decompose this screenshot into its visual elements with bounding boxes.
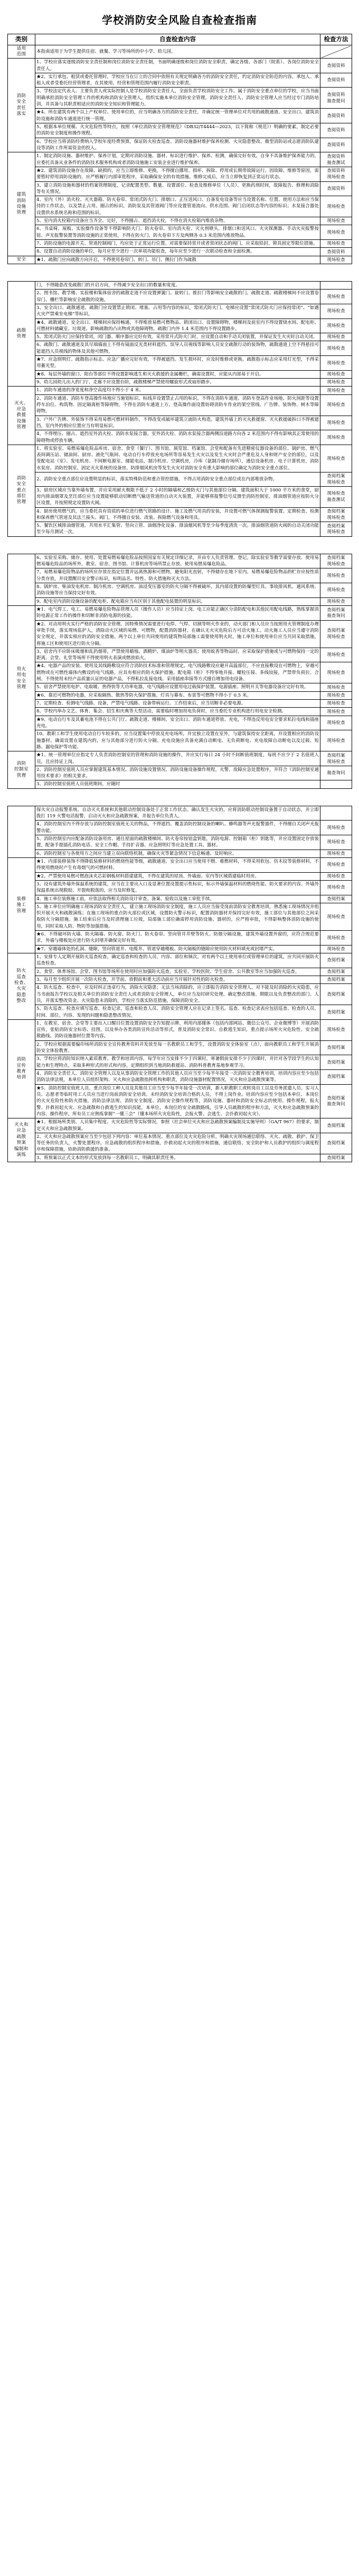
inspection-method-cell: 现场检查 (320, 387, 352, 394)
category-cell: 消防 宣传 教育 培训 (8, 1019, 35, 1118)
inspection-content-cell: 3、将预案以正式文本的形式发放到每一名教职员工，明确其职责任务。 (35, 1154, 320, 1162)
table-row (8, 1005, 352, 1020)
category-cell: 灭火和 应急 疏散 预案 编制和 演练 (8, 1118, 35, 1162)
inspection-content-cell: 4、消防控制室内不得存放与消防控制室值班无关的物品，不得遮挡、覆盖消防控制设备的喇叭、蜂鸣器等声光报警器件，不得擅自关闭声光报警功能。 (35, 821, 320, 835)
inspection-content-cell: 6、消防控制室与各使用方之间应当建立双向联络机制，确保火灾等紧急情况下信息畅通、及时响应。 (35, 850, 320, 857)
table-row (8, 597, 352, 605)
inspection-method-cell: 查阅档案 现场检查 (320, 507, 352, 522)
inspection-content-cell: 9、幼儿园幼儿出入的门厅、走廊不应设置台阶，疏散楼梯严禁使用螺旋形式或扇形踏步。 (35, 379, 320, 387)
inspection-content-cell: 1、安排专人定期开展防火巡查检查，确定巡查和检查的人员、内容、部位和频次。对有两个以上使用单位或管理单位的建筑，应共同开展防火巡查检查。 (35, 953, 320, 968)
inspection-content-cell: 7、消防设施的电源开关、管道控制阀门，均应处于正常运行位置。对需要保持常开或者常闭状态的阀门，应采取铅封、锁具固定等限位措施。 (35, 240, 320, 248)
table-row (8, 472, 352, 487)
inspection-method-cell: 查阅档案 (320, 1040, 352, 1055)
guide-tables-root (7, 34, 352, 1162)
table-row (8, 333, 352, 341)
inspection-content-cell: 3、设有建筑外墙外保温系统的建筑，应当在主要出入口及显著位置设置提示性标识，标示外墙保温材料的燃烧性能、防火要求的内容。外墙外保温系统出现脱胶、开裂和脱落的，应当及时修复。 (35, 880, 320, 895)
inspection-method-cell: 查阅资料 (320, 138, 352, 152)
table-row (8, 356, 352, 371)
inspection-content-cell: 2、学校应根据需要编印场所消防安全宣传教育资料并发放至每一名教职员工和学生，设置消防安全体验室（点），面向教职员工和学生开展消防安全体验教育。 (35, 1040, 320, 1055)
table-row (8, 620, 352, 648)
inspection-content-cell: 6、学校应当将消防经费纳入学校年度经费预算，保证防火检查巡查、消防设施器材维护保养检测、火灾隐患整改、微型消防站或志愿消防队建设等消防工作所需资金的投入。 (35, 138, 320, 152)
inspection-method-cell: 现场检查 (320, 225, 352, 240)
inspection-content-cell: 3、安全出口、疏散通道、疏散门应设置禁止锁闭、堵塞、占用等内容的标识，常闭式防火门、电梯应设置“常闭式防火门应保持常闭”、“如遇火灾严禁乘坐电梯”等标识。 (35, 304, 320, 319)
inspection-content-cell: ★1、统一管理单位应指定专人负责消防控制室的管理和消防设施的操作，并应实行每日 24 小时不间断值班制度，每班不应少于 2 名值班人员，且应持证上岗。 (35, 751, 320, 766)
table-row (8, 152, 352, 167)
table-row (8, 780, 352, 788)
inspection-content-cell: 6、书桌椅、展板、实验操作设备等不得影响防火门、防火卷帘、室内消火栓、灭火剂喷头、排烟口和送风口、火灾探测器、手动火灾报警按钮、声光报警装置等消防设施的正常使用，不得在防火门、防火卷帘下方及两侧各 0.3 米范围内堆放物品。 (35, 225, 320, 240)
inspection-content-cell: 3、厨房区域应当靠外墙布置，并应采用耐火极限不低于 2 小时的隔墙和乙级防火门与其他部位分隔。建筑面积大于 1000 平方米的食堂，厨房内排油烟罩及烹饪部位应当设置能够联动切断燃气输送管道的自动灭火装置，并能够将报警信号反馈至消防控制室。排油烟管道应按防火分区设置，并按照规定设置防火阀。 (35, 486, 320, 507)
table-row (8, 984, 352, 1005)
inspection-method-cell: 现场检查 (320, 708, 352, 716)
inspection-content-cell: 3、户外广告牌、外装饰不得采用易燃可燃材料制作，不得改变或破坏建筑立面防火构造。建筑外墙上的灭火救援窗、灭火救援破拆口不得被遮挡，室内外的相应位置应当有明显标识。 (35, 416, 320, 430)
inspection-method-cell: 查阅档案 现场检查 (320, 472, 352, 487)
inspection-content-cell: ★2、建筑消防设施存在故障、缺损的，应当立即维修、更换，不得擅自挪用、损坏、拆除、停用或长期带故障运行。因故障、维修等原因，需要暂时停用消防设施的，应严格履行内部审批程序，采取确保安全的有效措施。维修完成后，应当立即恢复到正常运行状态。 (35, 167, 320, 181)
table-row (8, 766, 352, 780)
page-title: 学校消防安全风险自查检查指南 (102, 14, 257, 26)
inspection-method-cell: 现场检查 (320, 700, 352, 708)
table-row (8, 716, 352, 730)
fire-safety-guide-table (7, 281, 352, 537)
inspection-content-cell: 5、根据本单位规模、火灾危险性等特点，按照《单位消防安全管理规范》（DB32/T4444—2023，以下简称《规范》）明确的要素，制定必要的消防安全制度和操作规程。 (35, 123, 320, 138)
inspection-method-cell: 查阅资料 现场检查 (320, 167, 352, 181)
inspection-content-cell: ★6、不得破坏防火墙、防火隔墙、防火窗、防火门、防火卷帘、竖向管井井壁等防火、防烟分隔设施，建筑外墙设置外窗的，应符合规范要求，外墙与楼板处应进行防火封堵并确保完好有效。 (35, 931, 320, 946)
inspection-method-cell: 现场检查 (320, 716, 352, 730)
inspection-method-cell: 现场检查 (320, 1019, 352, 1040)
inspection-content-cell: 8、设置自动消防设施的单位，每月应至少进行一次单项功能检查，每年应至少进行一次联动检查和全面检测。 (35, 248, 320, 256)
table-row (8, 857, 352, 872)
table-row (8, 138, 352, 152)
table-row (8, 370, 352, 378)
page-break-gap (7, 796, 352, 806)
table-row (8, 683, 352, 691)
table-row (8, 181, 352, 196)
table-row (8, 304, 352, 319)
inspection-content-cell: 2、消防车通道、消防车登高操作场地应当施划标识、标线并设置禁止占用的标识。不得在消防车通道、消防车登高作业场地、防火间距等设置停车泊位、构筑物、固定隔离桩等障碍物，不得在消防车通道上方、登高操作面设置妨碍消防车作业的架空管线、广告牌、装饰物、树木等障碍物。 (35, 394, 320, 416)
table-row (8, 700, 352, 708)
inspection-content-cell: ★1、电气焊工、电工、易燃易爆危险物品管理人员（操作人员）应当持证上岗。电工应能正确区分消防配电和其他民用配电线路，熟练掌握消防电源正常工作的操作和切断非消防电源的技能。 (35, 605, 320, 620)
inspection-method-cell: 现场检查 (320, 872, 352, 880)
inspection-content-cell: 2、图书馆、教学楼、实验楼和集体宿舍的疏散走道不应设置弹簧门、旋转门、推拉门等影响安全疏散的门。疏散走道、疏散楼梯间不应设置卷帘门、栅栏等影响安全疏散的设施。 (35, 290, 320, 304)
table-row (8, 708, 352, 716)
table-row (8, 968, 352, 976)
table-row (8, 341, 352, 356)
inspection-content-cell: ★9、电动自行车及其蓄电池不得在公共门厅、疏散走道、楼梯间、安全出口、消防车通道停放、充电，不得违反用电安全要求私拉电线和插座充电。 (35, 716, 320, 730)
table-row (8, 379, 352, 387)
inspection-content-cell: 8、学校内举办文艺、体育、集会、招生和庆典等大型活动，需要临时增加用电负荷时，应当委托专业机构进行用电安全检测。 (35, 708, 320, 716)
inspection-method-cell: 查阅资料 (320, 59, 352, 73)
table-row (8, 1118, 352, 1133)
inspection-method-cell: 查阅档案 (320, 1005, 352, 1020)
table-row (8, 196, 352, 217)
inspection-method-cell: 查阅档案 (320, 1133, 352, 1154)
inspection-content-cell: 7、易燃易爆危险物品的场所应存放在指定位置并远离热源和可燃物，避免阳光直射，不得储存在地下室内。易燃易爆危险物品的贮存应按性质分类存放，并设置醒目安全警示标识，标明品名、特性、防火措施和灭火方法。 (35, 568, 320, 583)
table-row (8, 248, 352, 256)
table-row (8, 691, 352, 699)
inspection-method-cell: 查阅档案 抽查询问 (320, 1084, 352, 1118)
category-cell: 灭火、 应急 救援 设施 管理 (8, 387, 35, 445)
table-row (8, 568, 352, 583)
document-page (0, 0, 359, 1162)
inspection-content-cell: 1、将实验室、易燃易爆危险品库房、宿舍、食堂（餐厅）、图书馆、展览馆、档案馆、会堂和配备有先进精密仪器设备的部位、锅炉房、燃气表间调压站、储油间、厨房、液化气瓶间、电动自行车停放充电场所等容易发生火灾以及发生火灾时会严重危及人身和财产安全的部位，以及变配电站（室）、发电机房、不间断电源室、储能电站，制冷机房、空调机房，冷库（氨制冷储存场所），通信设备机房、电子计算机房，消防水泵房、消防控制室、固定灭火系统的设备房、防排烟风机房等发生火灾对消防安全有重大影响的部位确定为消防安全重点部位。 (35, 445, 320, 472)
inspection-method-cell: 现场检查 (320, 290, 352, 304)
inspection-content-cell: 3、建立消防设施和器材的档案管理制度，记录配置类型、数量、设置部位、检查及维修单位（人员）、更换药剂时间，故障报告、修理和消除等有关情况。 (35, 181, 320, 196)
inspection-method-cell: 现场检查 抽查测试 (320, 486, 352, 507)
inspection-method-cell: 查阅资料 (320, 123, 352, 138)
inspection-content-cell: 5、室内消火栓箱内设备应当齐全、完好，不得圈占、遮挡消火栓，不得在消火栓箱内堆放杂物。 (35, 217, 320, 225)
inspection-method-cell: 现场检查 (320, 196, 352, 217)
category-cell (8, 806, 35, 857)
inspection-method-cell: 查阅档案 (320, 984, 352, 1005)
inspection-method-cell: 现场检查 (320, 445, 352, 472)
inspection-content-cell: 5、宿舍严禁使用电炉、电取暖、热得快等大功率电器，电气线路应设置用电过载保护装置。电源插座、照明开关等电器设备应完好有效。 (35, 683, 320, 691)
inspection-content-cell: ★4、疏散通道、安全出口、楼梯间应保持畅通，不得堆放易燃可燃物品、锁闭出口、设置障碍物，楼梯间及前室内不得设置烧水间、配电柜、可燃材料储藏室、垃圾道、影响疏散的凸出物或其他障碍物。疏散门内外 1.4 米范围内不得设置踏步。 (35, 319, 320, 333)
inspection-method-cell: 查阅资料 (320, 248, 352, 256)
table-header-row (8, 34, 352, 45)
category-cell: 疏散 管理 (8, 281, 35, 386)
inspection-method-cell: 查阅档案 现场检查 (320, 751, 352, 766)
category-cell: 消防 安全 责任 落实 (8, 59, 35, 152)
inspection-method-cell: 查阅档案 现场检查 (320, 554, 352, 568)
fire-safety-guide-table (7, 806, 352, 1162)
content-header: 自查检查内容 (35, 34, 320, 45)
table-row (8, 240, 352, 248)
table-row (8, 1040, 352, 1055)
inspection-method-cell: 现场检查 (320, 903, 352, 930)
inspection-method-cell: 现场检查 (320, 835, 352, 850)
category-cell: 建筑 消防 设施 管理 (8, 152, 35, 256)
inspection-content-cell: 6、疏散门、疏散通道及其尽端墙面上不得有镜面反光类材料遮挡、误导人员视线等影响人员安全疏散行动的装饰物，疏散通道上空不得悬挂可能遮挡人员视线的物体及其他可燃物。 (35, 341, 320, 356)
inspection-content-cell: 3、宿舍内不应卧床吸烟和乱扔烟蒂，严禁使用蜡烛、酒精炉、煤油炉等明火器具；使用蚊香等物品时，应采取保护措施或与可燃物保持一定的距离。会堂、礼堂等场所不得使用明火表演或燃放焰火。 (35, 648, 320, 662)
table-row (8, 583, 352, 598)
table-row (8, 59, 352, 73)
table-row (8, 554, 352, 568)
inspection-content-cell: 2、食堂、体育场馆、会堂、图书馆等场所在使用时应加强防火巡查，实验室、学校医院、学生宿舍、公共教室等应当加强防火巡查。 (35, 968, 320, 976)
inspection-method-cell: 查阅档案 抽查询问 (320, 605, 352, 620)
category-cell: 装修 施工 管理 (8, 857, 35, 953)
category-cell (8, 554, 35, 605)
inspection-method-cell: 现场检查 (320, 568, 352, 583)
inspection-method-cell: 现场检查 (320, 662, 352, 683)
inspection-method-cell (320, 806, 352, 821)
inspection-content-cell: 1、消防车通道的净宽度和净空高度均不得小于 4 米。 (35, 387, 320, 394)
inspection-method-cell: 现场检查 (320, 691, 352, 699)
inspection-method-cell: 查阅档案 (320, 1055, 352, 1070)
inspection-content-cell: 保火灾自动报警系统、自动灭火系统和其他联动控制设备处于正常工作状态。确认发生火灾的，应将消防联动控制设备置于自动状态，并立即拨打 119 火警电话报警，启动灭火和应急疏散预案，并报告单位负责人。 (35, 806, 320, 821)
inspection-method-cell: 现场检查 (320, 416, 352, 430)
table-row (8, 605, 352, 620)
inspection-content-cell: ★1、疏散门应向疏散方向开启，不得使用卷帘门、转门、吊门、侧拉门作为疏散 (35, 256, 320, 264)
inspection-method-cell: 现场检查 (320, 333, 352, 341)
inspection-method-cell: 现场检查 (320, 931, 352, 946)
inspection-method-cell: 查阅档案 现场检查 (320, 620, 352, 648)
category-cell: 安全 (8, 256, 35, 264)
inspection-content-cell: ★1、内部装修装饰不得降低装修材料的燃烧性能等级，疏散通道、安全出口应当使用不燃、难燃材料，不得采用软包、仿木纹等装修材料，不得使用燃烧时产生有毒烟气的可燃材料。 (35, 857, 320, 872)
inspection-content-cell: ★5、消防控制室值班人员、重点岗位工种人员及其他员工应当至少每半年接受一次培训，新入职教职工或转岗员工以及劳务派遣人员、实习人员、志愿者等临时用工人员应当进行岗前消防安全培训。未经消防安全培训合格的人员，不得上岗作业。培训内容应至少包括本单位、本岗位的火灾危险性和防火措施，消防法律法规、消防安全制度、消防安全操作规程等，消防设施、器材和消防安全标志的使用、操作规程，报火警、扑救初起火灾、应急疏散和自救逃生的知识技能，本单位、本岗位的安全疏散路线，引导人员疏散的程序和方法，灭火和应急疏散预案的内容、操作程序。所有员工应熟练掌握“一懂三会”（懂本场所火灾危险性，会报火警、会逃生、会扑救初起火灾）。 (35, 1084, 320, 1118)
table-row (8, 835, 352, 850)
table-row (8, 445, 352, 472)
table-row (8, 319, 352, 333)
diagonal-strike-icon (320, 45, 352, 59)
inspection-method-cell: 查阅档案 (320, 976, 352, 983)
inspection-content-cell: ★4、所在建筑有两个以上产权单位、使用单位的，应当明确各方的消防安全责任，并确定统一管理单位对共用的疏散通道、安全出口、建筑消防设施和消防车通道进行统一管理。 (35, 109, 320, 123)
table-row (8, 430, 352, 445)
inspection-method-cell (320, 780, 352, 788)
inspection-method-cell (320, 281, 352, 289)
inspection-content-cell: 6、实验室采购、储存、使用、处置易燃易爆危险品按照国家有关规定详细记录，并由专人负责管理、登记。除实验室等教学需要存放、使用易燃易爆危险品的场所外，教室、宿舍、图书馆、计算机房等场所禁止存放、使用易燃易爆危险品。 (35, 554, 320, 568)
inspection-content-cell: 5、防火巡查、检查应填写巡查、检查记录，巡查和检查人员、消防安全管理人应在记录上签名。巡查、检查记录表应包括巡查、检查的人员、时间、部位、内容、发现的问题和隐患整改情况。 (35, 1005, 320, 1020)
page-break-gap (7, 272, 352, 281)
inspection-content-cell: 4、室内（外）消火栓、灭火器箱、防火卷帘、常闭式防火门、排烟口、正压送风口、自备发电设备等应当设置名称、位置、使用方法和应当保持的工作状态，以及禁止占用、圈占的标识。消防泵及其管道阀门等应设置管道流向、供水范围、阀门启闭状态等内容的标识；水泵接合器处设置供水系统名称和范围的标识。 (35, 196, 320, 217)
inspection-method-cell: 查阅资料 抽查测试 (320, 152, 352, 167)
inspection-method-cell: 现场检查 (320, 341, 352, 356)
table-row (8, 903, 352, 930)
table-row (8, 486, 352, 507)
category-cell: 防火 巡查 检查、 火灾 隐患 整改 (8, 953, 35, 1020)
inspection-content-cell: 4、消防安全责任人、消防安全管理人以及从事消防安全管理工作的其他人员应当至少每半年接受一次消防安全教育培训，培训内容应至少包括消防法律法规，本单位人员组织架构、灭火和应急疏散指挥机构和职责，消防设施器材配置情况，灭火和应急疏散预案等。 (35, 1070, 320, 1085)
inspection-method-cell: 查阅档案 (320, 1070, 352, 1085)
inspection-content-cell: 7、定期检查、检测电气线路、设备，严禁电气线路、设备带病运行。工作结束后，应当切断非必要电源。 (35, 700, 320, 708)
table-row (8, 821, 352, 835)
inspection-content-cell: 门，不得随意改变疏散门的开启方向，不得减少安全出口的数量和宽度。 (35, 281, 320, 289)
table-row (8, 730, 352, 751)
method-header: 检查方法 (320, 34, 352, 45)
inspection-content-cell: ★2、严禁使用易燃可燃泡沫夹芯彩钢板材料搭建建筑，不得在建筑的屋顶、外墙面、室内等区域搭建临时用房。 (35, 872, 320, 880)
table-row (8, 281, 352, 289)
inspection-content-cell: 本指南适用于为学生提供住宿、就餐、学习等场所的中小学、幼儿园。 (35, 45, 320, 59)
table-row (8, 1070, 352, 1085)
inspection-method-cell: 查阅资料 (320, 109, 352, 123)
inspection-content-cell: 5、餐饮区域排油烟管道、共用水平汇集管、竖向立管、油烟净化设备、排油烟风机等至少每季度清洗一次。排油烟管道防火阀的自动关闭功能至少每月测试一次。 (35, 522, 320, 537)
inspection-content-cell: 1、学校应落实逐级消防安全责任制和岗位消防安全责任制，书面明确逐级和岗位消防安全职责，确定各级、各部门（院系）、各岗位消防安全责任人。 (35, 59, 320, 73)
inspection-content-cell: ★8、每层外墙的窗口、阳台等部位不得设置影响逃生和灭火救援的金属栅栏，确需设置时，应能从内部易于开启。 (35, 370, 320, 378)
method-cell-empty (320, 45, 352, 59)
table-row (8, 1084, 352, 1118)
inspection-method-cell: 现场检查 (320, 394, 352, 416)
table-row (8, 123, 352, 138)
inspection-content-cell: 4、不得埋压、圈占、遮挡室外消火栓、消防水泵接合器。室外消火栓、消防水泵接合器两侧沿道路方向各 2 米范围内不得有影响其正常使用的障碍物或停放车辆。 (35, 430, 320, 445)
inspection-method-cell: 现场检查 (320, 683, 352, 691)
inspection-content-cell: 3、每月至少组织开展一次防火检查，开学前、放假前和重大活动前应当开展针对性的防火检查。 (35, 976, 320, 983)
inspection-content-cell: 3、学校应将消防知识纳入素质教育、教学和培训内容，每学年应当安排不少于四课时，寒暑假前安排不少于四课时，并针对各学段学生的认知能力和生理特点，采取多种形式的形式和内容，定期组织到当地消防救援站、消防科普教育基地参观学习。 (35, 1055, 320, 1070)
inspection-method-cell: 现场检查 (320, 240, 352, 248)
inspection-content-cell: 2、消防安全重点部位应设置明显的标识，落实特殊防范和重点管控措施，不得占用消防安全重点部位或在内部堆放杂物。 (35, 472, 320, 487)
inspection-content-cell: 10、教职工和学生使用电动自行车较多的，应当设置集中停放及充电场所，并宜独立设置在室外，与建筑保持安全距离，并设置相应的消防设施器材。确需设置在建筑内的，应与其他部分进行防火分隔。充电设施应具备充满自动断电、无负荷断电、充电故障自动断电以及过载、短路、漏电保护等功能。 (35, 730, 320, 751)
inspection-method-cell: 抽查询问 (320, 766, 352, 780)
inspection-content-cell: 5、施工单位应明确施工现场消防安全责任人，建立施工现场消防安全制度，施工人员应当接受岗前消防安全教育培训，熟悉施工现场情况并组织开展灭火和疏散演练；在施工现场的重点防火部位或区域，设置防火警示标识，配置消防器材并保持完好有效，施工部位与其他部位之间采取防火分隔措施。施工结束后应当及时清理施工垃圾，局部施工部位确需停用消防设施、器材的，应严格审批，不得影响整体消防设施的使用，同时采取人防、物防等加强措施。 (35, 903, 320, 930)
table-row (8, 416, 352, 430)
table-row (8, 945, 352, 953)
inspection-method-cell: 查阅资料 抽查提问 (320, 88, 352, 109)
inspection-content-cell: ★2、实行承包、租赁或委托管理时，学校应当在订立的合同中依照有关规定明确各方的消防安全责任，约定消防安全防范的内容。承包人、承租人或者受委托经营管理者，在其使用、经营和管理范围内履行消防安全职责。 (35, 73, 320, 88)
table-row (8, 850, 352, 857)
category-cell: 消防 安全 重点 部位 管理 (8, 445, 35, 536)
inspection-method-cell: 现场检查 (320, 597, 352, 605)
inspection-content-cell: 4、施工单位装修施工前，应依法取得相关消防设计审查、备案、验收以及施工审批手续。 (35, 895, 320, 903)
inspection-method-cell: 现场检查 (320, 821, 352, 835)
inspection-content-cell: 1、制定消防设施、器材维护、保养计划，定期对消防设施、器材、标识进行维护、保养、检测，确保完好有效。自身不具备维护保养能力的，应委托具备从业条件的消防技术服务机构或者消防设施施工安装企业进行维护保养。 (35, 152, 320, 167)
inspection-method-cell: 现场检查 (320, 319, 352, 333)
inspection-method-cell: 现场检查 (320, 730, 352, 751)
inspection-method-cell: 现场检查 (320, 648, 352, 662)
fire-safety-guide-table (7, 554, 352, 789)
inspection-content-cell: 4、防火巡查、检查中，应及时纠正违章行为，消除火灾隐患；无法当场消除的，应立即报告消防安全管理人。对不能及时消除的火灾隐患，应当书面报告学校以及相关单位的消防安全责任人或者消防安全管理人，单位应当及时研究处理，确定整改措施、期限以及负责整改的部门、人员，并落实整改资金。火灾隐患未消除的，学校应当落实防范措施，保障消防安全。 (35, 984, 320, 1005)
table-row (8, 976, 352, 983)
inspection-method-cell: 现场检查 (320, 256, 352, 264)
inspection-content-cell: 5、常闭式防火门应保持常闭，闭门器、顺序器应完好有效。采用常开式防火门时，应设置自动和手动关闭装置，并保证发生火灾时自动关闭。 (35, 333, 320, 341)
table-row (8, 387, 352, 394)
table-row (8, 1055, 352, 1070)
inspection-content-cell: 9、配电室内消防设施设备的配电柜、配电箱应当有区别于其他配电装置的明显标识。 (35, 597, 320, 605)
table-row (8, 45, 352, 59)
inspection-method-cell: 查阅档案 (320, 1154, 352, 1162)
table-row (8, 167, 352, 181)
inspection-method-cell: 现场检查 (320, 583, 352, 598)
inspection-method-cell: 现场检查 (320, 857, 352, 872)
category-cell: 消防 控制室 管理 (8, 751, 35, 789)
inspection-content-cell: ★4、电器产品的安装、使用及其线路敷设应符合消防技术标准和管理规定。电气线路敷设应避开高温部位，不应直接敷设在可燃物上，穿越可燃物或在可燃性墙体内敷设的电气线路，应具有相应的防火保护措施。配电箱（柜）不得零地并接、螺栓压接、多线铰接，严禁带负荷拉、合闸。不得使用未经产品质量认证的电器产品，不得私拉乱接电线、采用插座串接等方式擅自增加用电设备。 (35, 662, 320, 683)
table-row (8, 217, 352, 225)
table-row (8, 806, 352, 821)
table-row (8, 1133, 352, 1154)
inspection-method-cell: 现场检查 (320, 304, 352, 319)
inspection-method-cell: 查阅档案 现场检查 (320, 522, 352, 537)
inspection-method-cell: 查阅档案 (320, 968, 352, 976)
inspection-content-cell: ★6、靠近可燃物的电器，应采取隔热、散热等防火保护措施。灯具与幕布、布景等可燃物不得小于 0.5 米。 (35, 691, 320, 699)
table-row (8, 290, 352, 304)
table-row (8, 88, 352, 109)
table-row (8, 109, 352, 123)
fire-safety-guide-table (7, 34, 352, 264)
category-cell: 适用 范围 (8, 45, 35, 59)
inspection-content-cell: 2、消防控制室值班人员应掌握建筑基本情况、消防设施设置情况、消防设施设备操作规程，火警、故障应急处置程序，并符合《消防控制室通用技术要求》的相关要求。 (35, 766, 320, 780)
page-break-gap (7, 544, 352, 554)
table-row (8, 1154, 352, 1162)
inspection-method-cell: 现场检查 (320, 880, 352, 895)
category-header: 类别 (8, 34, 35, 45)
table-row (8, 751, 352, 766)
inspection-content-cell: 3、消防控制室值班人员值班期间，应随时 (35, 780, 320, 788)
table-row (8, 256, 352, 264)
table-row (8, 225, 352, 240)
inspection-content-cell: ★1、根据场所类别、人员集中程度、火灾危险性等实际情况，参照《社会单位灭火和应急疏散预案编制及实施导则》（GA/T 967）的要求，制定灭火和应急疏散预案。 (35, 1118, 320, 1133)
inspection-method-cell: 现场检查 (320, 850, 352, 857)
inspection-content-cell: ★7、穿越墙体处的孔洞、缝隙，竖向管道井、电缆井、管道穿越楼板、防火隔板的缝隙应使用防火材料填充或封堵严实。 (35, 945, 320, 953)
table-row (8, 880, 352, 895)
table-row (8, 507, 352, 522)
inspection-content-cell: 8、锅炉房、柴油发电机房、制冷机房、空调机房、油浸变压器室的防火分隔不得被破坏，其内部设置的防爆型灯具、事故排风机、通风系统、消防设施等应当保持完好有效。 (35, 583, 320, 598)
inspection-content-cell: ★7、应急照明灯、疏散指示标志、应急广播应完好有效，不得被遮挡。发生损坏时，应及时维修或更换。疏散指示标志应采用灯光型，不得采用蓄光型。 (35, 356, 320, 371)
inspection-method-cell: 现场检查 (320, 430, 352, 445)
table-row (8, 394, 352, 416)
inspection-content-cell: 4、厨房使用燃气的，应当委托具有资质的单位进行燃气管路的设计、施工及燃气用具的安装，并设置可燃气体探测报警装置。定期检查、检测和保养燃气管道及其法兰接头、阀门，不得擅自安装、改装、拆除燃气设备和用具。 (35, 507, 320, 522)
inspection-method-cell: 查阅资料 (320, 181, 352, 196)
inspection-method-cell: 现场检查 (320, 356, 352, 371)
table-row (8, 931, 352, 946)
inspection-content-cell: 2、灭火和应急疏散预案应当至少包括下列内容：单位基本情况、重点部位及火灾危险分析，明确火灾现场通信联络、灭火、疏散、救护、保卫等任务的负责人，火警处置程序，应急疏散的组织程序和措施，扑救初起火灾的程序和措施，通信联络、安全防护和人员救护的组织与调度程序和保障措施，协助消防救援的准备。 (35, 1133, 320, 1154)
inspection-method-cell: 查阅档案 (320, 895, 352, 903)
inspection-content-cell: 1、在教室、宿舍、会堂等主要出入口醒目位置设置消防安全告知提示牌、利用内部媒体（包括内部网站、微信公众号、企业微博等）开展消防宣传，张贴消防安全标语、挂图，以及举办各类消防宣传活动等形式，普及消防安全常识、自救逃生知识，重点提示场所火灾危险性、安全疏散路线、消防设施器材位置等内容。 (35, 1019, 320, 1040)
inspection-method-cell: 查阅档案 (320, 953, 352, 968)
table-row (8, 953, 352, 968)
inspection-content-cell: 3、学校法定代表人、主要负责人或实际控制人是学校消防安全责任人，全面负责学校消防安全工作。属于消防安全重点单位的学校，应当书面明确承担消防安全管理工作的机构和消防安全管理人，组织实施本单位消防安全管理。消防安全责任人、消防安全管理人应当经过专门消防培训，并具备与其职责相适应的消防安全知识和管理能力。 (35, 88, 320, 109)
inspection-method-cell: 查阅资料 (320, 73, 352, 88)
inspection-method-cell: 查阅档案 (320, 1118, 352, 1133)
inspection-content-cell: ★2、对动用明火实行严格的消防安全管理。因特殊情况需要进行电焊、气焊、切割等明火作业的，动火部门和人员应当按照用火管理制度办理审批手续，落实现场监护人，清除动火区域的易燃、可燃物，配置消防器材，在确认无火灾危险后方可动火施工。动火施工人员应当遵守消防安全规定，并落实相应的消防安全措施。两个以上单位共同使用的建筑物局部施工需要使用明火时，施工单位和使用单位应当共同采取措施，将施工区和使用区进行防火分隔。 (35, 620, 320, 648)
table-row (8, 872, 352, 880)
inspection-method-cell: 现场检查 (320, 217, 352, 225)
category-cell: 用火 用电 安全 管理 (8, 605, 35, 751)
table-row (8, 522, 352, 537)
table-row (8, 73, 352, 88)
table-row (8, 648, 352, 662)
inspection-content-cell: 5、消防控制室内应配备消防设备用房、通往屋面的疏散楼梯间、防火卷帘按钮盒钥匙，消防电源、控制箱（柜）钥匙等，并应设置固定存放装置，配备手提插孔消防电话、安全工作帽、手持扩音器、应急照明灯等应急处置工具、器材。 (35, 835, 320, 850)
table-row (8, 662, 352, 683)
table-row (8, 1019, 352, 1040)
inspection-method-cell: 现场检查 (320, 379, 352, 387)
inspection-method-cell: 现场检查 (320, 945, 352, 953)
table-row (8, 895, 352, 903)
inspection-method-cell: 现场检查 (320, 370, 352, 378)
